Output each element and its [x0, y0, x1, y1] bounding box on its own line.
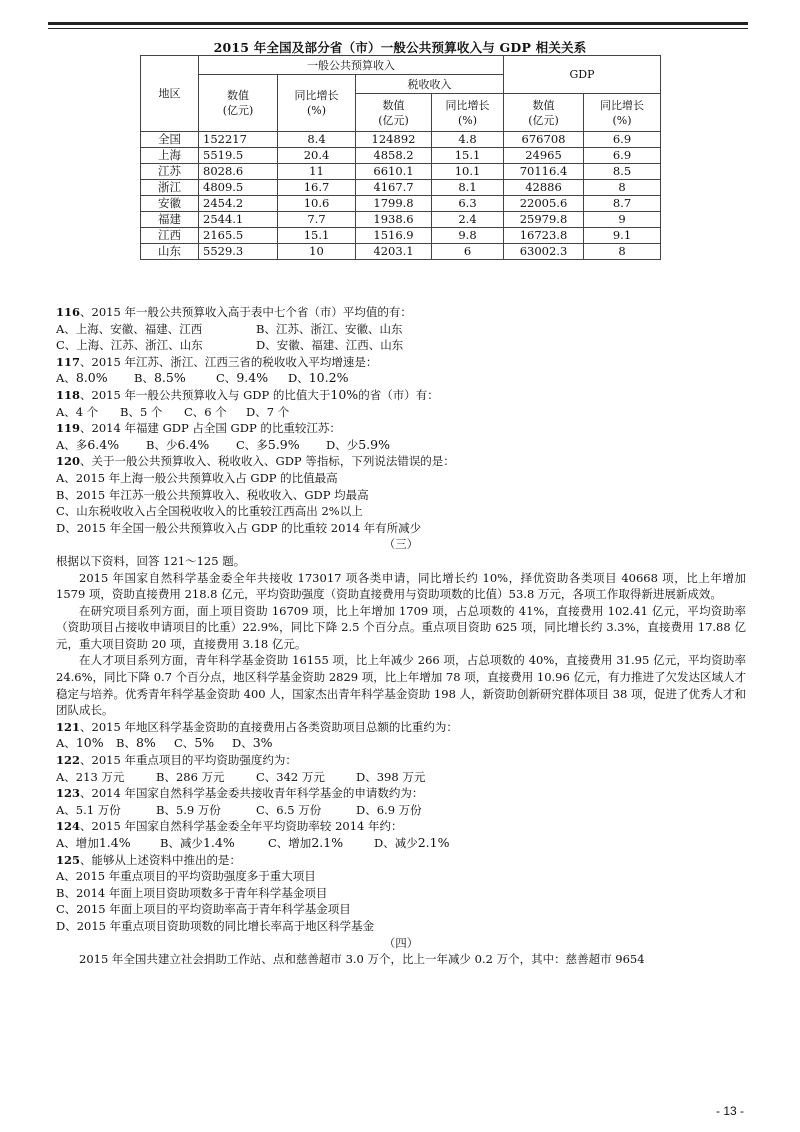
option-d[interactable]: D、6.9 万份 [356, 802, 422, 817]
section-4-heading: （四） [383, 935, 419, 950]
header-budget-value: 数值 (亿元) [199, 75, 278, 132]
cell-gdp: 676708 [504, 132, 584, 148]
option-d[interactable]: D、3% [232, 735, 273, 751]
cell-budget: 2454.2 [199, 196, 278, 212]
option-b[interactable]: B、减少1.4% [160, 835, 235, 850]
cell-budget-growth: 10 [278, 244, 356, 260]
cell-tax-growth: 6 [432, 244, 504, 260]
section-3-heading: （三） [383, 537, 419, 552]
header-tax-growth: 同比增长 (%) [432, 94, 504, 132]
cell-budget-growth: 10.6 [278, 196, 356, 212]
question-120-stem: 120、关于一般公共预算收入、税收收入、GDP 等指标，下列说法错误的是： [56, 454, 455, 469]
cell-budget: 2165.5 [199, 228, 278, 244]
cell-region: 江苏 [141, 164, 199, 180]
section-3-paragraph-3: 在人才项目系列方面，青年科学基金资助 16155 项，比上年减少 266 项，占总项数的 40%，直接费用 31.95 亿元，平均资助率 24.6%，同比下降 0.7 个百分点，地区科学基金资助 2829 项，比上年增加 78 项，直接费用 10.96 亿元，有力推进了欠发达区域人才稳定与培养。优秀青年科学基金资助 400 人，国家杰出青年科学基金资助 198 人，新资助创新研究群体项目 38 项，促进了优秀人才和团队成长。 [56, 653, 746, 718]
cell-tax: 6610.1 [356, 164, 432, 180]
data-table [140, 55, 661, 260]
table-row [141, 180, 661, 196]
option-a[interactable]: A、增加1.4% [56, 835, 131, 850]
option-a[interactable]: A、多6.4% [56, 436, 120, 452]
option-c[interactable]: C、上海、江苏、浙江、山东 [56, 338, 203, 353]
cell-region: 江西 [141, 228, 199, 244]
table-row [141, 148, 661, 164]
question-117-options [56, 370, 746, 387]
section-3-intro: 根据以下资料，回答 121～125 题。 [56, 553, 246, 568]
cell-tax: 1799.8 [356, 196, 432, 212]
header-budget-growth: 同比增长 (%) [278, 75, 356, 132]
question-122-options [56, 769, 746, 786]
option-b[interactable]: B、江苏、浙江、安徽、山东 [256, 321, 403, 336]
cell-gdp-growth: 9 [584, 212, 661, 228]
cell-gdp-growth: 8 [584, 180, 661, 196]
cell-gdp: 42886 [504, 180, 584, 196]
cell-tax: 4167.7 [356, 180, 432, 196]
cell-gdp: 70116.4 [504, 164, 584, 180]
cell-gdp: 63002.3 [504, 244, 584, 260]
cell-gdp: 24965 [504, 148, 584, 164]
option-d[interactable]: D、7 个 [246, 404, 290, 419]
cell-region: 山东 [141, 244, 199, 260]
cell-region: 福建 [141, 212, 199, 228]
header-budget-group: 一般公共预算收入 [199, 56, 504, 75]
cell-region: 全国 [141, 132, 199, 148]
option-a[interactable]: A、2015 年上海一般公共预算收入占 GDP 的比值最高 [56, 470, 338, 485]
option-c[interactable]: C、5% [174, 735, 215, 751]
question-124-options [56, 835, 746, 852]
cell-tax-growth: 6.3 [432, 196, 504, 212]
cell-budget-growth: 7.7 [278, 212, 356, 228]
cell-tax: 1938.6 [356, 212, 432, 228]
cell-budget-growth: 16.7 [278, 180, 356, 196]
cell-tax: 4203.1 [356, 244, 432, 260]
question-122-stem: 122、2015 年重点项目的平均资助强度约为： [56, 753, 297, 768]
cell-tax-growth: 15.1 [432, 148, 504, 164]
question-124-stem: 124、2015 年国家自然科学基金委全年平均资助率较 2014 年约： [56, 819, 403, 834]
table-title: 2015 年全国及部分省（市）一般公共预算收入与 GDP 相关关系 [213, 40, 587, 55]
table-row [141, 212, 661, 228]
option-a[interactable]: A、213 万元 [56, 769, 125, 784]
cell-tax: 4858.2 [356, 148, 432, 164]
cell-budget: 152217 [199, 132, 278, 148]
option-b[interactable]: B、2014 年面上项目资助项数多于青年科学基金项目 [56, 885, 328, 900]
cell-budget-growth: 8.4 [278, 132, 356, 148]
option-b[interactable]: B、8% [116, 735, 156, 751]
question-118-stem: 118、2015 年一般公共预算收入与 GDP 的比值大于10%的省（市）有： [56, 386, 439, 402]
cell-gdp-growth: 8 [584, 244, 661, 260]
option-c[interactable]: C、2015 年面上项目的平均资助率高于青年科学基金项目 [56, 902, 351, 917]
section-3-paragraph-2: 在研究项目系列方面，面上项目资助 16709 项，比上年增加 1709 项，占总项数的 41%，直接费用 102.41 亿元，平均资助率（资助项目占接收申请项目的比重）22.9%，同比下降 2.5 个百分点。重点项目资助 625 项，同比增长约 3.3%，直接费用 17.88 亿元，重大项目资助 20 项，直接费用 3.18 亿元。 [56, 603, 746, 651]
cell-tax-growth: 10.1 [432, 164, 504, 180]
cell-budget-growth: 11 [278, 164, 356, 180]
cell-gdp-growth: 6.9 [584, 132, 661, 148]
cell-budget: 4809.5 [199, 180, 278, 196]
header-gdp-group: GDP [504, 56, 661, 94]
questions-content [56, 304, 746, 968]
question-121-options [56, 735, 746, 752]
option-c[interactable]: C、增加2.1% [268, 835, 344, 850]
table-row [141, 132, 661, 148]
cell-budget: 2544.1 [199, 212, 278, 228]
question-119-stem: 119、2014 年福建 GDP 占全国 GDP 的比重较江苏： [56, 421, 341, 436]
option-a[interactable]: A、上海、安徽、福建、江西 [56, 321, 203, 336]
cell-budget-growth: 20.4 [278, 148, 356, 164]
option-d[interactable]: D、398 万元 [356, 769, 426, 784]
cell-budget: 5529.3 [199, 244, 278, 260]
page-number: - 13 - [715, 1104, 744, 1118]
cell-region: 浙江 [141, 180, 199, 196]
question-116-options-row2 [56, 337, 746, 354]
section-3-paragraph-1: 2015 年国家自然科学基金委全年共接收 173017 项各类申请，同比增长约 10%，择优资助各类项目 40668 项，比上年增加 1579 项，资助直接费用 218.8 亿元，平均资助强度（资助直接费用与资助项数的比值）53.8 万元，各项工作取得新进展新成效。 [56, 570, 746, 602]
header-rule-thick [48, 22, 748, 25]
option-a[interactable]: A、10% [56, 735, 104, 751]
option-d[interactable]: D、2015 年重点项目资助项数的同比增长率高于地区科学基金 [56, 918, 375, 933]
option-b[interactable]: B、8.5% [134, 370, 186, 386]
section-4-paragraph-1: 2015 年全国共建立社会捐助工作站、点和慈善超市 3.0 万个，比上一年减少 0.2 万个，其中：慈善超市 9654 [79, 952, 645, 967]
cell-budget-growth: 15.1 [278, 228, 356, 244]
table-row [141, 164, 661, 180]
header-tax-group: 税收收入 [356, 75, 504, 94]
cell-gdp-growth: 8.5 [584, 164, 661, 180]
cell-budget: 5519.5 [199, 148, 278, 164]
cell-region: 上海 [141, 148, 199, 164]
option-d[interactable]: D、安徽、福建、江西、山东 [256, 338, 404, 353]
cell-tax-growth: 9.8 [432, 228, 504, 244]
question-121-stem: 121、2015 年地区科学基金资助的直接费用占各类资助项目总额的比重约为： [56, 719, 458, 734]
option-d[interactable]: D、2015 年全国一般公共预算收入占 GDP 的比重较 2014 年有所减少 [56, 520, 422, 535]
header-tax-value: 数值 (亿元) [356, 94, 432, 132]
question-123-options [56, 802, 746, 819]
cell-gdp: 25979.8 [504, 212, 584, 228]
option-c[interactable]: C、多5.9% [236, 436, 300, 452]
question-119-options [56, 437, 746, 454]
option-b[interactable]: B、286 万元 [156, 769, 225, 784]
question-123-stem: 123、2014 年国家自然科学基金委共接收青年科学基金的申请数约为： [56, 786, 424, 801]
option-c[interactable]: C、6.5 万份 [256, 802, 322, 817]
cell-budget: 8028.6 [199, 164, 278, 180]
cell-gdp-growth: 8.7 [584, 196, 661, 212]
option-a[interactable]: A、8.0% [56, 370, 108, 386]
question-125-stem: 125、能够从上述资料中推出的是： [56, 852, 242, 867]
option-a[interactable]: A、5.1 万份 [56, 802, 121, 817]
option-b[interactable]: B、5.9 万份 [156, 802, 221, 817]
question-117-stem: 117、2015 年江苏、浙江、江西三省的税收收入平均增速是： [56, 354, 378, 369]
option-c[interactable]: C、9.4% [216, 370, 269, 386]
option-b[interactable]: B、5 个 [120, 404, 163, 419]
table-row [141, 196, 661, 212]
option-c[interactable]: C、山东税收收入占全国税收收入的比重较江西高出 2%以上 [56, 504, 363, 519]
question-116-options-row1 [56, 321, 746, 338]
cell-gdp: 22005.6 [504, 196, 584, 212]
cell-gdp-growth: 6.9 [584, 148, 661, 164]
option-a[interactable]: A、4 个 [56, 404, 99, 419]
cell-tax: 124892 [356, 132, 432, 148]
option-a[interactable]: A、2015 年重点项目的平均资助强度多于重大项目 [56, 869, 316, 884]
question-118-options [56, 404, 746, 421]
table-row [141, 244, 661, 260]
cell-tax: 1516.9 [356, 228, 432, 244]
cell-tax-growth: 2.4 [432, 212, 504, 228]
cell-tax-growth: 4.8 [432, 132, 504, 148]
header-gdp-value: 数值 (亿元) [504, 94, 584, 132]
cell-gdp: 16723.8 [504, 228, 584, 244]
option-b[interactable]: B、2015 年江苏一般公共预算收入、税收收入、GDP 均最高 [56, 487, 369, 502]
cell-tax-growth: 8.1 [432, 180, 504, 196]
header-rule-thin [48, 28, 748, 29]
cell-gdp-growth: 9.1 [584, 228, 661, 244]
cell-region: 安徽 [141, 196, 199, 212]
option-d[interactable]: D、少5.9% [326, 436, 390, 452]
option-c[interactable]: C、6 个 [184, 404, 227, 419]
table-row [141, 228, 661, 244]
header-region: 地区 [141, 56, 199, 132]
question-116-stem: 116、2015 年一般公共预算收入高于表中七个省（市）平均值的有： [56, 305, 412, 319]
option-d[interactable]: D、10.2% [288, 370, 349, 386]
option-d[interactable]: D、减少2.1% [374, 835, 450, 850]
option-c[interactable]: C、342 万元 [256, 769, 325, 784]
option-b[interactable]: B、少6.4% [146, 436, 210, 452]
header-gdp-growth: 同比增长 (%) [584, 94, 661, 132]
